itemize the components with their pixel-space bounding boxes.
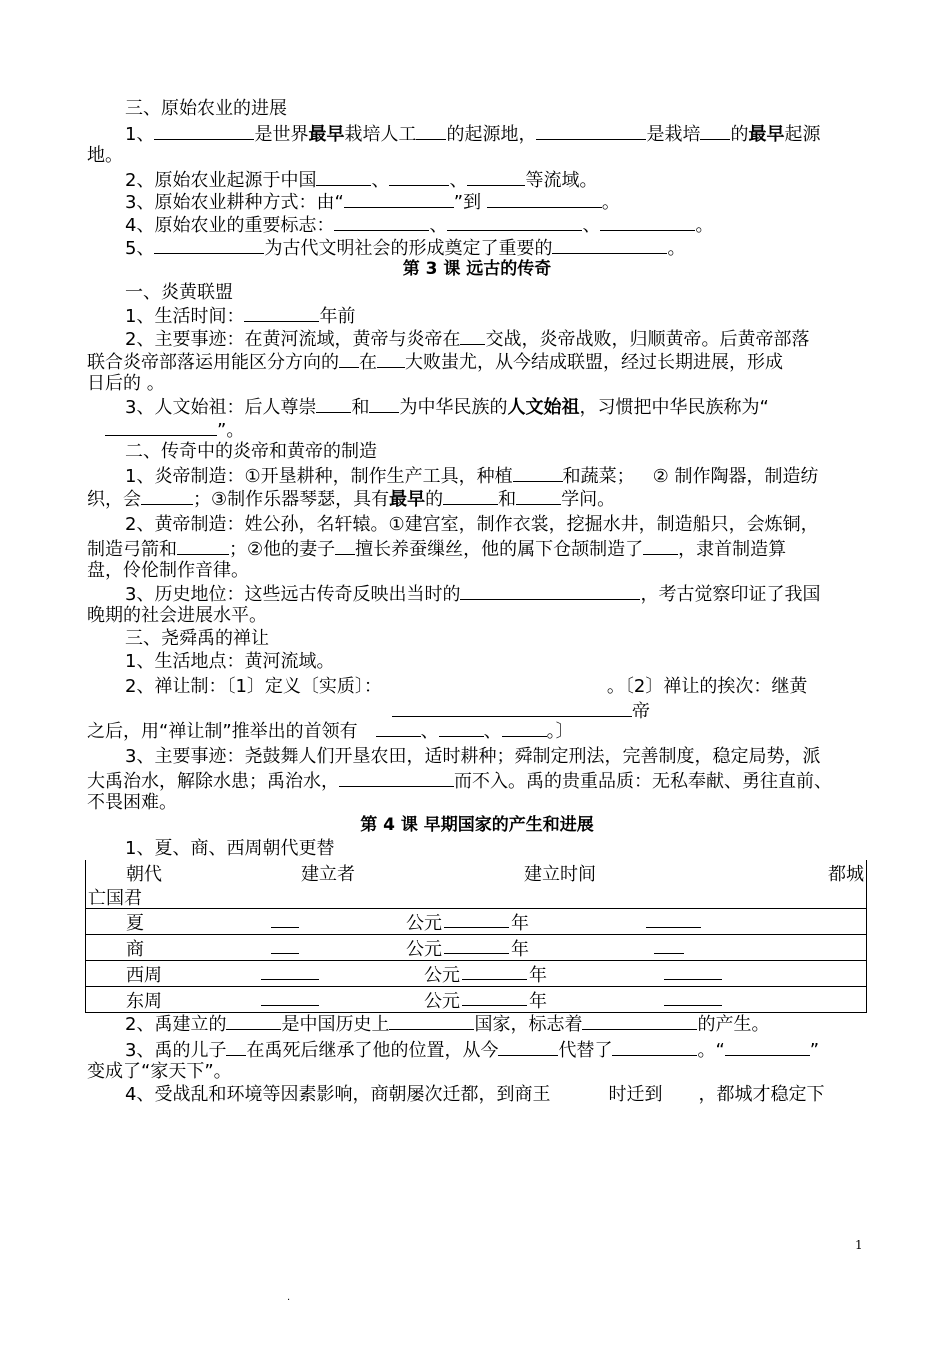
text-line: 4、受战乱和环境等因素影响，商朝屡次迁都，到商王 时迁到 ，都城才稳定下 <box>125 1084 825 1105</box>
text-line: 盘，伶伦制作音律。 <box>87 560 249 581</box>
text-line: 联合炎帝部落运用能区分方向的 在 大败蚩尤，从今结成联盟，经过长期进展，形成 <box>87 349 867 374</box>
header-cell: 朝代 <box>126 864 162 885</box>
text-line: 1、夏、商、西周朝代更替 <box>125 838 335 859</box>
table-cell: 年 <box>529 991 547 1012</box>
text-line: 之后，用“禅让制”推举出的首领有 、 、 。〕 <box>87 718 867 743</box>
table-cell: 年 <box>511 939 529 960</box>
table-cell: 年 <box>529 965 547 986</box>
table-row <box>86 961 867 987</box>
table-cell: 夏 <box>126 913 144 934</box>
header-cell: 都城 <box>828 864 864 885</box>
text-line: 3、原始农业耕种方式：由“ ”到 。 <box>125 189 867 214</box>
table-cell: 东周 <box>126 991 162 1012</box>
text-line: 织，会 ；③制作乐器琴瑟，具有最早的 和 学问。 <box>87 486 867 511</box>
header-cell: 建立者 <box>301 864 355 885</box>
text-line: 3、人文始祖：后人尊崇 和 为中华民族的人文始祖，习惯把中华民族称为“ <box>125 394 867 419</box>
text-line: 不畏困难。 <box>87 792 177 813</box>
text-line: 1、炎帝制造：①开垦耕种，制作生产工具，种植 和蔬菜； ② 制作陶器，制造纺 <box>125 463 867 488</box>
table-cell: 年 <box>511 913 529 934</box>
text-line: 大禹治水，解除水患；禹治水， 而不入。禹的贵重品质：无私奉献、勇往直前、 <box>87 768 867 793</box>
dynasty-table <box>85 860 867 1013</box>
lesson-title: 第 4 课 早期国家的产生和进展 <box>360 815 594 835</box>
footer-dot: . <box>287 1292 291 1303</box>
section-heading: 三、原始农业的进展 <box>125 98 287 119</box>
section-heading: 三、尧舜禹的禅让 <box>125 628 269 649</box>
table-cell: 公元 <box>424 965 460 986</box>
table-cell: 公元 <box>406 939 442 960</box>
table-row <box>86 909 867 935</box>
text-line: 1、 是世界最早栽培人工 的起源地， 是栽培 的最早起源 <box>125 121 867 146</box>
text-line: ”。 <box>87 417 867 442</box>
text-line: 5、 为古代文明社会的形成奠定了重要的 。 <box>125 235 867 260</box>
table-cell: 商 <box>126 939 144 960</box>
text-line: 帝 <box>87 698 867 723</box>
text-line: 2、主要事迹：在黄河流域，黄帝与炎帝在 交战，炎帝战败，归顺黄帝。后黄帝部落 <box>125 326 867 351</box>
table-row <box>86 987 867 1013</box>
text-line: 3、禹的儿子 在禹死后继承了他的位置，从今 代替了 。“ ” <box>125 1037 867 1062</box>
table-row <box>86 935 867 961</box>
header-cell: 建立时间 <box>524 864 596 885</box>
text-line: 2、原始农业起源于中国 、 、 等流域。 <box>125 167 867 192</box>
text-line: 3、主要事迹：尧鼓舞人们开垦农田，适时耕种；舜制定刑法，完善制度，稳定局势，派 <box>125 746 821 767</box>
page-number: 1 <box>855 1238 863 1252</box>
text-line: 日后的 。 <box>87 373 165 394</box>
text-line: 3、历史地位：这些远古传奇反映出当时的 ，考古觉察印证了我国 <box>125 581 867 606</box>
text-line: 地。 <box>87 145 123 166</box>
text-line: 制造弓箭和 ；②他的妻子 擅长养蚕缫丝，他的属下仓颉制造了 ，隶首制造算 <box>87 536 867 561</box>
lesson-title: 第 3 课 远古的传奇 <box>402 259 552 279</box>
text-line: 1、生活时间： 年前 <box>125 303 867 328</box>
header-cell: 亡国君 <box>88 888 142 909</box>
table-cell: 公元 <box>424 991 460 1012</box>
section-heading: 二、传奇中的炎帝和黄帝的制造 <box>125 441 377 462</box>
table-cell: 公元 <box>406 913 442 934</box>
text-line: 4、原始农业的重要标志： 、 、 。 <box>125 212 867 237</box>
text-line: 1、生活地点：黄河流域。 <box>125 651 335 672</box>
table-header-row <box>86 860 867 909</box>
text-line: 2、禹建立的 是中国历史上 国家，标志着 的产生。 <box>125 1011 867 1036</box>
text-line: 变成了“家天下”。 <box>87 1061 232 1082</box>
text-line: 晚期的社会进展水平。 <box>87 605 267 626</box>
text-line: 2、黄帝制造：姓公孙，名轩辕。①建宫室，制作衣裳，挖掘水井，制造船只，会炼铜， <box>125 514 819 535</box>
text-line: 2、禅让制：〔1〕定义〔实质〕： 。〔2〕禅让的挨次：继黄 <box>125 676 808 697</box>
table-cell: 西周 <box>126 965 162 986</box>
section-heading: 一、炎黄联盟 <box>125 282 233 303</box>
